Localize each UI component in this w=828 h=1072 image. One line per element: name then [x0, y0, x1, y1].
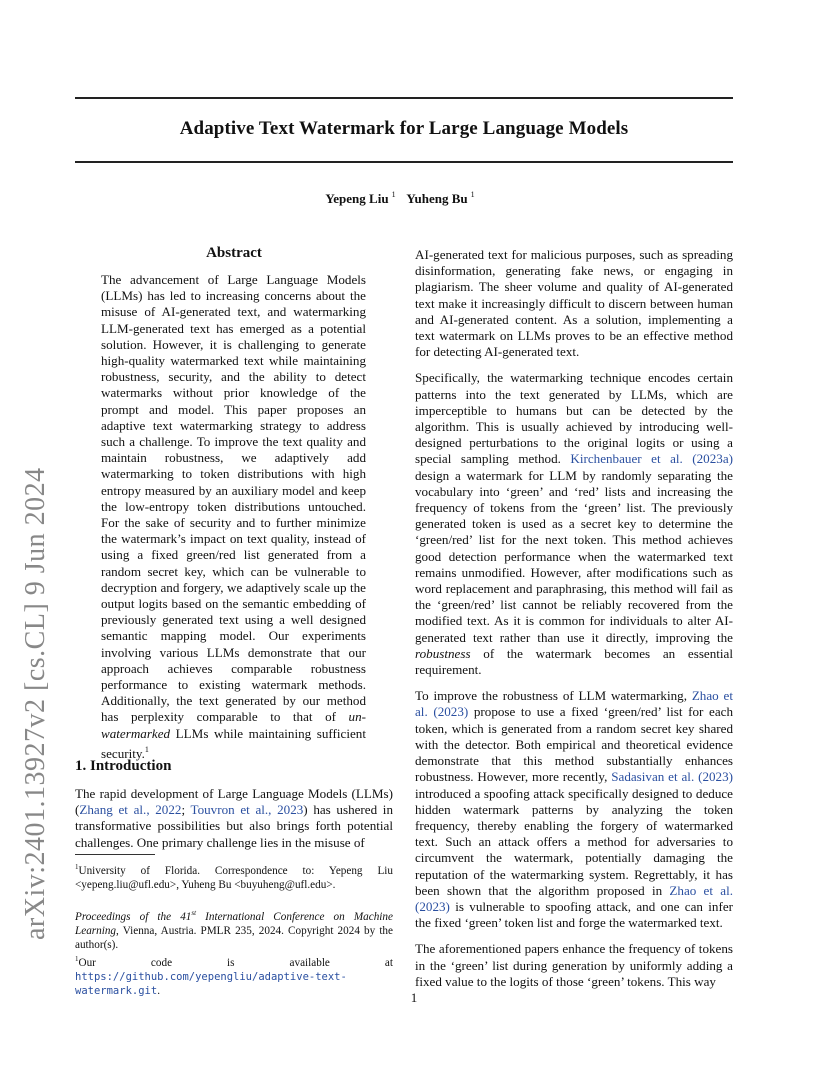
proceedings-ordinal: st — [191, 909, 197, 917]
footnote-text: University of Florida. Correspondence to: Yepeng Liu <yepeng.liu@ufl.edu>, Yuheng Bu <buyuheng@ufl.edu>. — [75, 865, 393, 891]
abstract-tail: LLMs while maintaining sufficient security. — [101, 725, 366, 761]
affiliation-mark: 1 — [470, 190, 475, 199]
intro-text: The rapid development of Large Language Models (LLMs) ( — [75, 786, 393, 818]
code-url-link[interactable]: https://github.com/yepengliu/adaptive-text-watermark.git — [75, 971, 347, 997]
paragraph: The aforementioned papers enhance the frequency of tokens in the ‘green’ list during generation by uniformly adding a fixed value to the logits of those ‘green’ tokens. This way — [415, 941, 733, 989]
paragraph-text: is vulnerable to spoofing attack, and one can infer the fixed ‘green’ token list and forge the watermarked text. — [415, 898, 733, 931]
title-rule-bottom — [75, 161, 733, 163]
paragraph-text: introduced a spoofing attack specifically designed to deduce hidden watermark patterns by analyzing the token frequency, thereby enabling the forgery of watermarked text. Such an attack offers a method for adversaries to circumvent the watermark, potentially damaging the reputation of the watermarking system. Regrettably, it has been shown that the algorithm proposed in — [415, 785, 733, 898]
footnote-text: . — [157, 985, 160, 997]
citation-link[interactable]: Zhao et al. (2023) — [415, 882, 733, 914]
citation-link[interactable]: Zhang et al., 2022 — [79, 802, 182, 818]
paragraph-emphasis: robustness — [415, 645, 471, 661]
paragraph-text: Specifically, the watermarking technique encodes certain patterns into the text generated by LLMs, which are imperceptible to humans but can be detected by the algorithm. This is usually achieved by introducing well-designed perturbations to the original logits or using a special sampling method. — [415, 370, 733, 467]
title-rule-top — [75, 97, 733, 99]
abstract-text — [101, 272, 366, 762]
paragraph-text: propose to use a fixed ‘green/red’ list for each token, which is generated from a random secret key shared with the detector. Both empirical and theoretical evidence demonstrate that this method substantially enhances robustness. However, more recently, — [415, 704, 733, 785]
author-list — [75, 190, 733, 207]
footnote-mark: 1 — [75, 863, 79, 871]
footnote-rule — [75, 854, 155, 855]
citation-link[interactable]: Sadasivan et al. (2023) — [611, 769, 733, 785]
paragraph: AI-generated text for malicious purposes, such as spreading disinformation, generating fake news, or engaging in plagiarism. The sheer volume and quality of AI-generated text make it increasingly difficult to discern between human and AI-generated content. As a solution, implementing a text watermark on LLMs proves to be an effective method for detecting AI-generated text. — [415, 247, 733, 360]
author-name: Yepeng Liu — [325, 191, 389, 206]
page-number: 1 — [410, 990, 418, 1005]
paragraph-text: design a watermark for LLM by randomly separating the vocabulary into ‘green’ and ‘red’ lists and increasing the frequency of tokens from the ‘green’ list. The previously generated token is used as a secret key to determine the ‘green/red’ list for the next token. This method achieves good detection performance when the watermarked text remains unmodified. However, after modifications such as word replacement and paraphrasing, this method will fail as the ‘green/red’ list cannot be reliably recovered from the modified text. As it is common for individuals to alter AI-generated text rather than use it directly, improving the — [415, 467, 733, 645]
section-heading-introduction: 1. Introduction — [75, 758, 172, 774]
abstract-body: The advancement of Large Language Models (LLMs) has led to increasing concerns about the misuse of AI-generated text, and watermarking LLM-generated text has emerged as a potential solution. However, it is challenging to generate high-quality watermarked text while maintaining robustness, security, and the ability to detect watermarks without prior knowledge of the prompt and model. This paper proposes an adaptive text watermarking strategy to address such a challenge. To improve the text quality and maintain robustness, we adaptively add watermarking to token distributions with high entropy measured by an auxiliary model and keep the low-entropy token distributions untouched. For the sake of security and to further minimize the watermark’s impact on text quality, instead of using a fixed green/red list generated from a random secret key, which can be vulnerable to decryption and forgery, we adaptively scale up the output logits based on the semantic embedding of previously generated text using a well designed semantic mapping model. Our experiments involving various LLMs demonstrate that our approach achieves comparable robustness performance to existing watermark methods. Additionally, the text generated by our method has perplexity comparable to that of — [101, 272, 366, 725]
right-column — [415, 247, 733, 1000]
footnote-mark: 1 — [144, 744, 149, 754]
citation-separator: ; — [181, 802, 191, 818]
abstract-heading: Abstract — [206, 245, 262, 261]
arxiv-stamp: arXiv:2401.13927v2 [cs.CL] 9 Jun 2024 — [20, 467, 51, 940]
abstract-emphasis: un-watermarked — [101, 709, 366, 741]
footnote-affiliation — [75, 860, 393, 892]
proceedings-note — [75, 906, 393, 952]
paragraph — [415, 370, 733, 678]
footnote-text: Our code is available at — [78, 957, 393, 969]
citation-link[interactable]: Zhao et al. (2023) — [415, 688, 733, 720]
author-name: Yuheng Bu — [406, 191, 468, 206]
proceedings-text: , Vienna, Austria. PMLR 235, 2024. Copyright 2024 by the author(s). — [75, 925, 393, 951]
proceedings-text: Proceedings of the — [75, 911, 181, 923]
intro-paragraph — [75, 786, 393, 851]
footnotes — [75, 860, 393, 998]
citation-link[interactable]: Kirchenbauer et al. (2023a) — [570, 451, 733, 467]
proceedings-number: 41 — [180, 911, 192, 923]
proceedings-text: International Conference on Machine Learning — [75, 911, 393, 937]
paragraph-text: To improve the robustness of LLM watermarking, — [415, 688, 692, 704]
paper-title: Adaptive Text Watermark for Large Language Models — [179, 118, 629, 139]
intro-text: ) has ushered in transformative possibilities but also brings forth potential challenges. One primary challenge lies in the misuse of — [75, 802, 393, 850]
footnote-mark: 1 — [75, 955, 79, 963]
affiliation-mark: 1 — [391, 190, 396, 199]
paragraph — [415, 688, 733, 931]
citation-link[interactable]: Touvron et al., 2023 — [190, 802, 304, 818]
paragraph-text: of the watermark becomes an essential requirement. — [415, 645, 733, 678]
